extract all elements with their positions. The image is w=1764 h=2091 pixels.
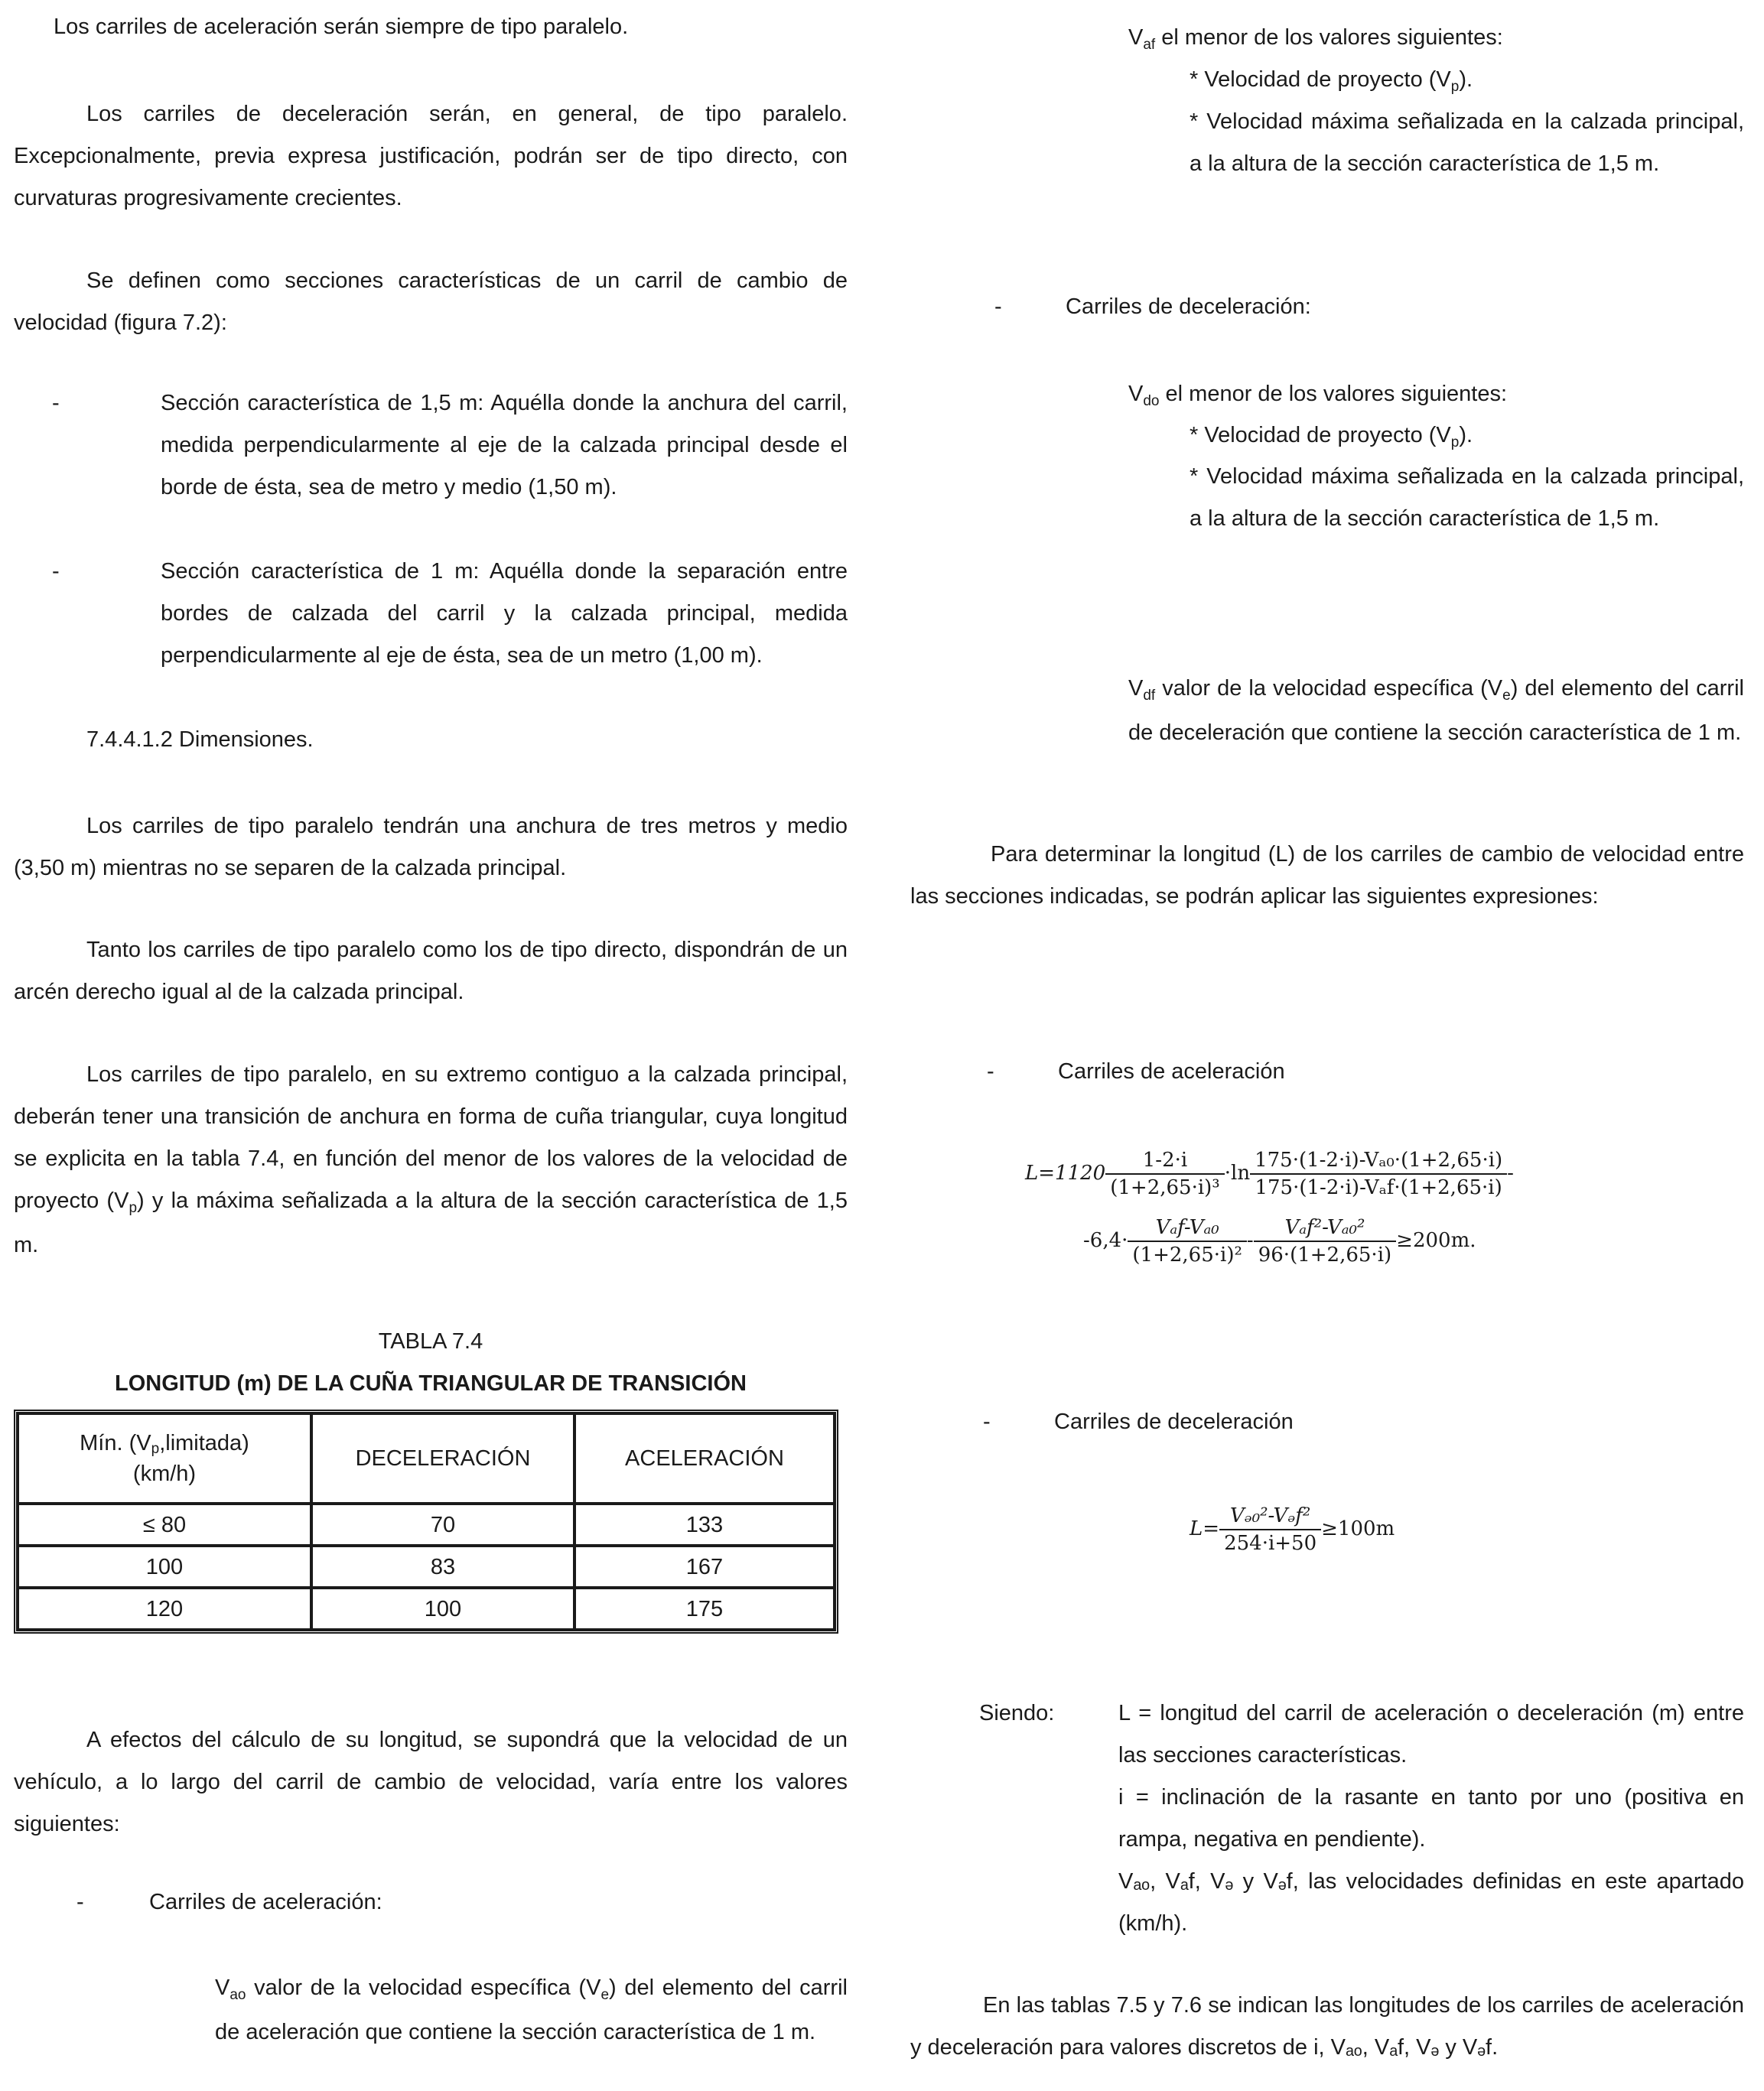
bullet-dash: - [52, 559, 60, 584]
bullet-dash: - [994, 294, 1002, 319]
formula-deceleration: L= $\frac{\text{Vₔ₀²-Vₔf²}}{254\cdot i+50}$ ≥100m [1190, 1504, 1395, 1555]
cell-acc: 175 [574, 1588, 835, 1630]
section-heading: 7.4.4.1.2 Dimensiones. [86, 727, 314, 752]
formula-acceleration [1025, 1147, 1514, 1268]
bullet-dash: - [52, 391, 60, 415]
cell-dec: 100 [311, 1588, 574, 1630]
cell-speed: ≤ 80 [18, 1504, 311, 1546]
bullet-dash: - [983, 1410, 991, 1434]
bullet-section-1 [14, 551, 848, 677]
fraction: $\frac{1-2\cdot i}{\text{(1+2,65·i)³}}$ [1105, 1147, 1225, 1201]
table-title: TABLA 7.4 [378, 1329, 483, 1354]
acc-formula-label [910, 1051, 1744, 1093]
cell-acc: 133 [574, 1504, 835, 1546]
acc-label-text: Carriles de aceleración: [149, 1890, 382, 1914]
vaf-item-1: * Velocidad de proyecto $(V_p)$. [1190, 67, 1473, 95]
vaf-item-2: * Velocidad máxima señalizada en la calzada principal, a la altura de la sección característica de 1,5 m. [1190, 109, 1744, 176]
dec-formula-label-text: Carriles de deceleración [1054, 1410, 1294, 1434]
header-acceleration: ACELERACIÓN [574, 1413, 835, 1504]
table-row [18, 1546, 835, 1588]
paragraph-acc-parallel: Los carriles de aceleración serán siempre de tipo paralelo. [54, 15, 629, 39]
definition-speeds: Vₐₒ, Vₐf, Vₔ y Vₔf, las velocidades definidas en este apartado (km/h). [1118, 1869, 1744, 1936]
formula-acc-line2: -6,4· $\frac{\text{Vₐf-Vₐ₀}}{\text{(1+2,65·i)²}}$ - $\frac{\text{Vₐf²-Vₐ₀²}}{96\cdot(1+2,65\cdot i)}$ ≥200m. [1083, 1216, 1476, 1267]
fraction: $\frac{\text{175·(1-2·i)-Vₐ₀·(1+2,65·i)}}{\text{175·(1-2·i)-Vₐf·(1+2,65·i)}}$ [1250, 1147, 1507, 1201]
table-7-4 [14, 1410, 838, 1634]
definition-vao: $V_{ao}$ valor de la velocidad específica $(V_e)$ del elemento del carril de aceleración que contiene la sección característica de 1 m. [215, 1976, 848, 2044]
vdo-item-1: * Velocidad de proyecto $(V_p)$. [1190, 423, 1473, 450]
paragraph-tables: En las tablas 7.5 y 7.6 se indican las longitudes de los carriles de aceleración y deceleración para valores discretos de i, Vₐₒ, Vₐf, Vₔ y Vₔf. [910, 1993, 1744, 2060]
formula-lhs: L=1120 [1025, 1162, 1106, 1185]
paragraph-width: Los carriles de tipo paralelo tendrán una anchura de tres metros y medio (3,50 m) mientras no se separen de la calzada principal. [14, 814, 848, 880]
cell-dec: 70 [311, 1504, 574, 1546]
table-row [18, 1588, 835, 1630]
table-header-row [18, 1413, 835, 1504]
bullet-section-1-5 [14, 382, 848, 509]
paragraph-determine-length: Para determinar la longitud (L) de los carriles de cambio de velocidad entre las secciones indicadas, se podrán aplicar las siguientes expresiones: [910, 842, 1744, 909]
table-row [18, 1504, 835, 1546]
definition-vaf: $V_{af}$ el menor de los valores siguientes: [1128, 25, 1503, 53]
paragraph-speed-range: A efectos del cálculo de su longitud, se supondrá que la velocidad de un vehículo, a lo largo del carril de cambio de velocidad, varía entre los valores siguientes: [14, 1728, 848, 1836]
paragraph-shoulder: Tanto los carriles de tipo paralelo como los de tipo directo, dispondrán de un arcén derecho igual al de la calzada principal. [14, 938, 848, 1004]
header-min-speed: Mín. (Vp,limitada) (km/h) [18, 1413, 311, 1504]
cell-acc: 167 [574, 1546, 835, 1588]
paragraph-wedge: Los carriles de tipo paralelo, en su extremo contiguo a la calzada principal, deberán tener una transición de anchura en forma de cuña triangular, cuya longitud se explicita en la tabla 7.4, en función del menor de los valores de la velocidad de proyecto $(V_p)$ y la máxima señalizada a la altura de la sección característica de 1,5 m. [14, 1062, 848, 1257]
definition-i: i = inclinación de la rasante en tanto por uno (positiva en rampa, negativa en pendiente). [1118, 1785, 1744, 1852]
dec-label-text: Carriles de deceleración: [1066, 294, 1311, 319]
fraction: $\frac{\text{Vₐf-Vₐ₀}}{\text{(1+2,65·i)²}}$ [1128, 1215, 1247, 1268]
cell-dec: 83 [311, 1546, 574, 1588]
definition-vdo: $V_{do}$ el menor de los valores siguientes: [1128, 382, 1508, 409]
bullet-text: Sección característica de 1,5 m: Aquélla donde la anchura del carril, medida perpendicularmente al eje de la calzada principal desde el borde de ésta, sea de metro y medio (1,50 m). [161, 391, 848, 499]
acc-lanes-label [14, 1881, 848, 1924]
paragraph-sections-def: Se definen como secciones características de un carril de cambio de velocidad (figura 7.2): [14, 268, 848, 335]
dec-formula-label [910, 1401, 1744, 1443]
definition-vdf: $V_{df}$ valor de la velocidad específica $(V_e)$ del elemento del carril de deceleración que contiene la sección característica de 1 m. [1128, 676, 1744, 745]
cell-speed: 120 [18, 1588, 311, 1630]
bullet-dash: - [76, 1890, 84, 1914]
vdo-item-2: * Velocidad máxima señalizada en la calzada principal, a la altura de la sección característica de 1,5 m. [1190, 464, 1744, 531]
bullet-dash: - [987, 1059, 994, 1084]
bullet-text: Sección característica de 1 m: Aquélla donde la separación entre bordes de calzada del carril y la calzada principal, medida perpendicularmente al eje de ésta, sea de un metro (1,00 m). [161, 559, 848, 668]
dec-lanes-label [910, 286, 1744, 328]
definition-L: L = longitud del carril de aceleración o deceleración (m) entre las secciones características. [1118, 1701, 1744, 1767]
fraction: $\frac{\text{Vₔ₀²-Vₔf²}}{254\cdot i+50}$ [1219, 1503, 1321, 1556]
siendo-label: Siendo: [979, 1701, 1055, 1725]
acc-formula-label-text: Carriles de aceleración [1058, 1059, 1285, 1084]
fraction: $\frac{\text{Vₐf²-Vₐ₀²}}{96\cdot(1+2,65\cdot i)}$ [1254, 1215, 1396, 1268]
formula-ln: ·ln [1224, 1162, 1251, 1185]
formula-acc-line1: L=1120 $\frac{1-2\cdot i}{\text{(1+2,65·i)³}}$ ·ln $\frac{\text{175·(1-2·i)-Vₐ₀·(1+2,65·i)}}{\text{175·(1-2·i)-Vₐf·(1+2,65·i)}}$ - [1025, 1149, 1514, 1199]
paragraph-dec-parallel: Los carriles de deceleración serán, en general, de tipo paralelo. Excepcionalmente, previa expresa justificación, podrán ser de tipo directo, con curvaturas progresivamente crecientes. [14, 102, 848, 210]
cell-speed: 100 [18, 1546, 311, 1588]
header-deceleration: DECELERACIÓN [311, 1413, 574, 1504]
table-subtitle: LONGITUD (m) DE LA CUÑA TRIANGULAR DE TRANSICIÓN [115, 1371, 747, 1396]
